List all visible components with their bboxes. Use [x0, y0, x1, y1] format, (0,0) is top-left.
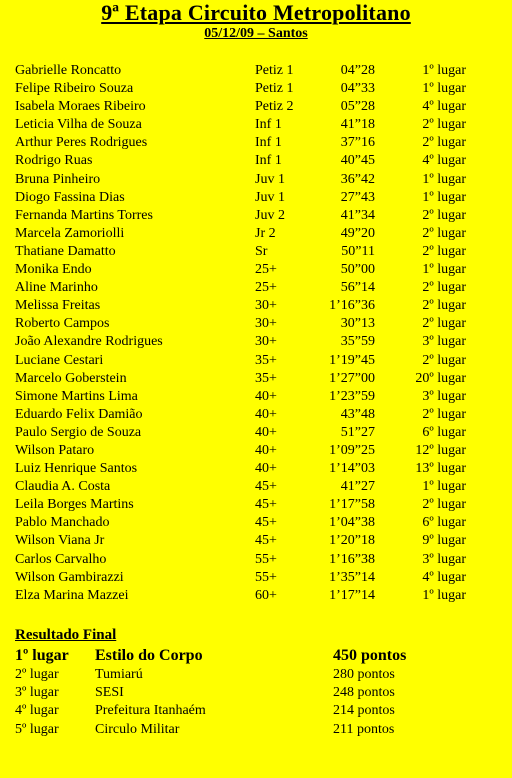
athlete-name: Aline Marinho — [15, 280, 98, 296]
time: 37”16 — [340, 135, 375, 151]
athlete-name: Luiz Henrique Santos — [15, 461, 138, 477]
result-row — [15, 279, 485, 297]
time: 36”42 — [340, 171, 375, 187]
placement: 9º lugar — [422, 533, 466, 549]
category: Inf 1 — [255, 153, 282, 169]
category: 30+ — [255, 334, 277, 350]
result-row — [15, 478, 485, 496]
placement: 3º lugar — [422, 551, 466, 567]
category: 30+ — [255, 298, 277, 314]
category: 40+ — [255, 406, 277, 422]
athlete-name: Claudia A. Costa — [15, 479, 111, 495]
category: Juv 1 — [255, 189, 285, 205]
result-row — [15, 134, 485, 152]
time: 04”33 — [340, 81, 375, 97]
placement: 2º lugar — [422, 117, 466, 133]
athlete-name: Isabela Moraes Ribeiro — [15, 99, 146, 115]
athlete-name: Gabrielle Roncatto — [15, 63, 122, 78]
result-row — [15, 532, 485, 550]
athlete-name: Pablo Manchado — [15, 515, 110, 531]
time: 1’17”14 — [329, 587, 375, 603]
result-row — [15, 243, 485, 261]
placement: 4º lugar — [422, 99, 466, 115]
category: 60+ — [255, 587, 277, 603]
time: 56”14 — [340, 280, 375, 296]
category: 55+ — [255, 569, 277, 585]
result-row — [15, 460, 485, 478]
placement: 1º lugar — [422, 63, 466, 78]
athlete-name: Felipe Ribeiro Souza — [15, 81, 134, 97]
athlete-name: Monika Endo — [15, 262, 92, 278]
athlete-name: Roberto Campos — [15, 316, 110, 332]
category: 35+ — [255, 370, 277, 386]
time: 1’23”59 — [329, 388, 375, 404]
result-row — [15, 424, 485, 442]
placement: 6º lugar — [422, 515, 466, 531]
result-row — [15, 352, 485, 370]
category: 40+ — [255, 424, 277, 440]
team-points: 450 pontos — [333, 647, 407, 664]
placement: 6º lugar — [422, 424, 466, 440]
result-row — [15, 569, 485, 587]
athlete-name: Leila Borges Martins — [15, 497, 134, 513]
team-placement: 5º lugar — [15, 721, 59, 737]
final-result-row — [15, 721, 485, 739]
result-row — [15, 514, 485, 532]
time: 1’17”58 — [329, 497, 375, 513]
time: 1’16”36 — [329, 298, 375, 314]
result-row — [15, 315, 485, 333]
result-row — [15, 116, 485, 134]
category: 55+ — [255, 551, 277, 567]
category: 25+ — [255, 280, 277, 296]
time: 05”28 — [340, 99, 375, 115]
team-placement: 1º lugar — [15, 647, 69, 664]
category: Juv 2 — [255, 207, 285, 223]
team-placement: 2º lugar — [15, 667, 59, 682]
result-row — [15, 587, 485, 605]
result-row — [15, 98, 485, 116]
placement: 1º lugar — [422, 479, 466, 495]
athlete-name: Wilson Pataro — [15, 442, 95, 458]
athlete-name: Marcelo Goberstein — [15, 370, 127, 386]
athlete-name: Luciane Cestari — [15, 352, 104, 368]
result-row — [15, 551, 485, 569]
result-row — [15, 152, 485, 170]
category: 45+ — [255, 515, 277, 531]
placement: 13º lugar — [415, 461, 466, 477]
event-date-location: 05/12/09 – Santos — [204, 26, 308, 41]
time: 04”28 — [340, 63, 375, 78]
time: 50”00 — [340, 262, 375, 278]
result-row — [15, 442, 485, 460]
placement: 2º lugar — [422, 135, 466, 151]
category: 45+ — [255, 497, 277, 513]
final-result-row — [15, 647, 485, 666]
placement: 1º lugar — [422, 587, 466, 603]
time: 51”27 — [340, 424, 375, 440]
athlete-name: Fernanda Martins Torres — [15, 207, 153, 223]
team-name: Estilo do Corpo — [95, 647, 203, 664]
placement: 2º lugar — [422, 243, 466, 259]
athlete-name: Wilson Viana Jr — [15, 533, 105, 549]
placement: 2º lugar — [422, 280, 466, 296]
category: Petiz 2 — [255, 99, 294, 115]
final-result-row — [15, 684, 485, 702]
team-placement: 3º lugar — [15, 685, 59, 701]
athlete-name: Diogo Fassina Dias — [15, 189, 125, 205]
time: 1’04”38 — [329, 515, 375, 531]
result-row — [15, 225, 485, 243]
category: Jr 2 — [255, 225, 276, 241]
final-result-row — [15, 666, 485, 684]
athlete-name: Leticia Vilha de Souza — [15, 117, 142, 133]
team-name: Tumiarú — [95, 667, 143, 682]
placement: 2º lugar — [422, 497, 466, 513]
category: 30+ — [255, 316, 277, 332]
category: 45+ — [255, 479, 277, 495]
team-name: SESI — [95, 685, 124, 701]
category: Sr — [255, 243, 268, 259]
athlete-name: João Alexandre Rodrigues — [15, 334, 163, 350]
placement: 2º lugar — [422, 225, 466, 241]
time: 1’14”03 — [329, 461, 375, 477]
athlete-name: Arthur Peres Rodrigues — [15, 135, 148, 151]
category: Inf 1 — [255, 117, 282, 133]
final-results-heading: Resultado Final — [15, 627, 117, 643]
result-row — [15, 171, 485, 189]
placement: 2º lugar — [422, 298, 466, 314]
athlete-name: Rodrigo Ruas — [15, 153, 93, 169]
placement: 1º lugar — [422, 81, 466, 97]
athlete-name: Bruna Pinheiro — [15, 171, 101, 187]
result-row — [15, 496, 485, 514]
category: Juv 1 — [255, 171, 285, 187]
placement: 3º lugar — [422, 388, 466, 404]
placement: 1º lugar — [422, 262, 466, 278]
placement: 12º lugar — [415, 442, 466, 458]
result-row — [15, 406, 485, 424]
time: 30”13 — [340, 316, 375, 332]
result-row — [15, 333, 485, 351]
result-row — [15, 189, 485, 207]
placement: 2º lugar — [422, 352, 466, 368]
category: Inf 1 — [255, 135, 282, 151]
time: 1’16”38 — [329, 551, 375, 567]
result-row — [15, 388, 485, 406]
time: 1’19”45 — [329, 352, 375, 368]
placement: 3º lugar — [422, 334, 466, 350]
time: 1’09”25 — [329, 442, 375, 458]
final-result-row — [15, 702, 485, 720]
placement: 4º lugar — [422, 153, 466, 169]
placement: 2º lugar — [422, 316, 466, 332]
result-row — [15, 207, 485, 225]
athlete-name: Thatiane Damatto — [15, 243, 116, 259]
placement: 1º lugar — [422, 189, 466, 205]
athlete-name: Melissa Freitas — [15, 298, 101, 314]
placement: 1º lugar — [422, 171, 466, 187]
results-list — [15, 62, 485, 605]
category: Petiz 1 — [255, 81, 294, 97]
athlete-name: Simone Martins Lima — [15, 388, 138, 404]
time: 35”59 — [340, 334, 375, 350]
athlete-name: Elza Marina Mazzei — [15, 587, 129, 603]
time: 41”18 — [340, 117, 375, 133]
category: 45+ — [255, 533, 277, 549]
final-results-list — [15, 647, 485, 739]
category: 35+ — [255, 352, 277, 368]
category: Petiz 1 — [255, 63, 294, 78]
placement: 2º lugar — [422, 207, 466, 223]
team-placement: 4º lugar — [15, 703, 59, 719]
result-row — [15, 62, 485, 80]
team-points: 211 pontos — [333, 721, 395, 737]
athlete-name: Marcela Zamoriolli — [15, 225, 125, 241]
time: 43”48 — [340, 406, 375, 422]
placement: 4º lugar — [422, 569, 466, 585]
category: 40+ — [255, 388, 277, 404]
team-name: Prefeitura Itanhaém — [95, 703, 206, 719]
result-row — [15, 261, 485, 279]
team-points: 248 pontos — [333, 685, 395, 701]
result-row — [15, 80, 485, 98]
athlete-name: Carlos Carvalho — [15, 551, 107, 567]
athlete-name: Wilson Gambirazzi — [15, 569, 124, 585]
time: 41”34 — [340, 207, 375, 223]
category: 40+ — [255, 461, 277, 477]
time: 1’35”14 — [329, 569, 375, 585]
result-row — [15, 370, 485, 388]
placement: 20º lugar — [415, 370, 466, 386]
athlete-name: Paulo Sergio de Souza — [15, 424, 142, 440]
category: 25+ — [255, 262, 277, 278]
time: 41”27 — [340, 479, 375, 495]
page-title: 9ª Etapa Circuito Metropolitano — [101, 0, 411, 25]
time: 1’20”18 — [329, 533, 375, 549]
time: 27”43 — [340, 189, 375, 205]
time: 40”45 — [340, 153, 375, 169]
result-row — [15, 297, 485, 315]
team-name: Circulo Militar — [95, 721, 180, 737]
athlete-name: Eduardo Felix Damião — [15, 406, 143, 422]
placement: 2º lugar — [422, 406, 466, 422]
team-points: 280 pontos — [333, 667, 395, 682]
category: 40+ — [255, 442, 277, 458]
team-points: 214 pontos — [333, 703, 395, 719]
time: 49”20 — [340, 225, 375, 241]
time: 1’27”00 — [329, 370, 375, 386]
time: 50”11 — [341, 243, 375, 259]
